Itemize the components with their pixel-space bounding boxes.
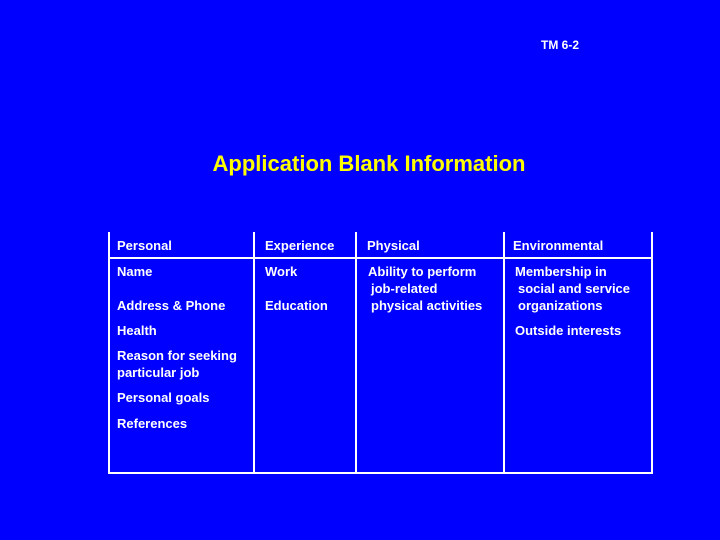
environmental-item: Membership in <box>515 264 607 279</box>
column-divider <box>355 232 357 472</box>
column-divider <box>253 232 255 472</box>
column-divider <box>503 232 505 472</box>
personal-item: References <box>117 416 188 431</box>
info-table <box>108 232 653 474</box>
personal-item: Health <box>117 323 157 338</box>
environmental-item: Outside interests <box>515 323 622 338</box>
header-physical: Physical <box>367 238 420 253</box>
experience-item: Education <box>265 298 328 313</box>
physical-item: Ability to perform <box>368 264 477 279</box>
environmental-item: organizations <box>518 298 603 313</box>
slide-tag: TM 6-2 <box>541 38 580 52</box>
physical-item: job-related <box>371 281 438 296</box>
personal-item: Personal goals <box>117 390 210 405</box>
experience-item: Work <box>265 264 298 279</box>
personal-item: Address & Phone <box>117 298 226 313</box>
header-personal: Personal <box>117 238 172 253</box>
environmental-item: social and service <box>518 281 631 296</box>
header-environmental: Environmental <box>513 238 604 253</box>
physical-item: physical activities <box>371 298 483 313</box>
header-experience: Experience <box>265 238 335 253</box>
personal-item: Reason for seeking <box>117 348 237 363</box>
personal-item: Name <box>117 264 153 279</box>
header-divider <box>110 257 651 259</box>
personal-item: particular job <box>117 365 200 380</box>
slide-title: Application Blank Information <box>212 151 526 176</box>
